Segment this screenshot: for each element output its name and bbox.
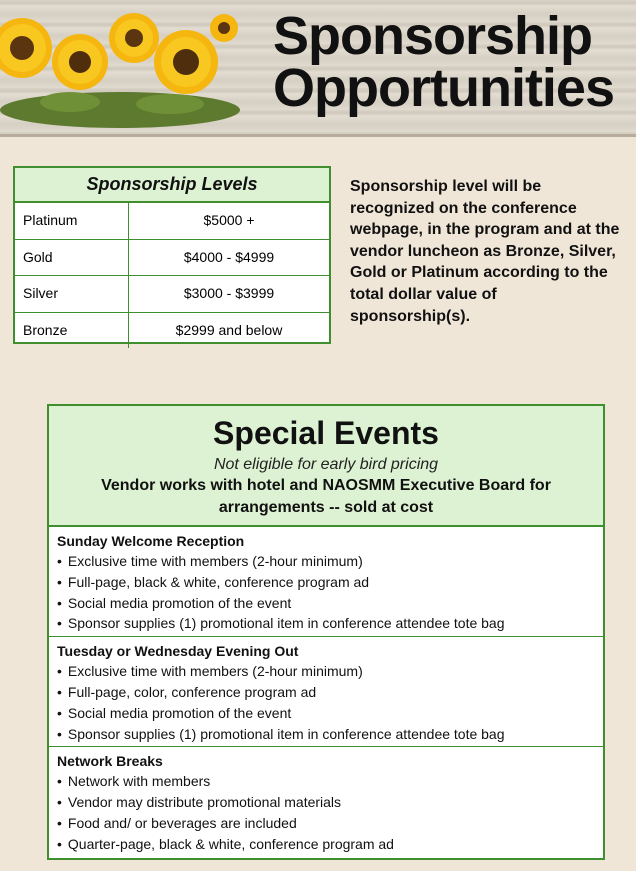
level-amount: $5000 + bbox=[203, 212, 255, 228]
level-name: Gold bbox=[15, 240, 129, 276]
table-row bbox=[15, 276, 329, 313]
events-subtitle: Not eligible for early bird pricing bbox=[213, 456, 439, 473]
level-amount: $4000 - $4999 bbox=[183, 248, 275, 265]
level-amount: $2999 and below bbox=[175, 321, 283, 338]
list-item: • Full-page, black & white, conference program ad bbox=[57, 572, 595, 593]
list-item: • Exclusive time with members (2-hour minimum) bbox=[57, 661, 595, 682]
special-events-box bbox=[47, 404, 605, 860]
level-name: Silver bbox=[15, 276, 129, 312]
list-item: • Network with members bbox=[57, 771, 595, 792]
list-item: • Sponsor supplies (1) promotional item in conference attendee tote bag bbox=[57, 724, 595, 745]
section-title: Network Breaks bbox=[57, 753, 163, 770]
table-row bbox=[15, 313, 329, 349]
list-item: • Sponsor supplies (1) promotional item in conference attendee tote bag bbox=[57, 613, 595, 634]
levels-heading: Sponsorship Levels bbox=[15, 168, 329, 203]
events-header bbox=[49, 406, 603, 527]
events-title: Special Events bbox=[213, 415, 439, 451]
list-item: • Vendor may distribute promotional materials bbox=[57, 792, 595, 813]
recognition-note: Sponsorship level will be recognized on the conference webpage, in the program and at the vendor luncheon as Bronze, Silver, Gold or Platinum according to the total dollar value of sponsorship(s). bbox=[350, 178, 620, 325]
list-item: • Social media promotion of the event bbox=[57, 593, 595, 614]
events-description: Vendor works with hotel and NAOSMM Executive Board for arrangements -- sold at cost bbox=[101, 477, 551, 516]
list-item: • Social media promotion of the event bbox=[57, 703, 595, 724]
list-item: • Full-page, color, conference program ad bbox=[57, 682, 595, 703]
sunflowers-image bbox=[0, 0, 240, 134]
title-line-1: Sponsorship bbox=[273, 6, 593, 66]
list-item: • Quarter-page, black & white, conference program ad bbox=[57, 834, 595, 855]
event-section-sunday bbox=[49, 527, 603, 637]
table-row bbox=[15, 240, 329, 277]
table-row bbox=[15, 203, 329, 240]
level-amount: $3000 - $3999 bbox=[183, 285, 275, 301]
event-section-evening-out bbox=[49, 637, 603, 747]
level-name: Platinum bbox=[15, 203, 129, 239]
event-section-network-breaks bbox=[49, 747, 603, 856]
header-banner bbox=[0, 0, 636, 137]
list-item: • Exclusive time with members (2-hour minimum) bbox=[57, 551, 595, 572]
list-item: • Food and/ or beverages are included bbox=[57, 813, 595, 834]
level-name: Bronze bbox=[15, 313, 129, 349]
page-title bbox=[273, 6, 614, 118]
title-line-2: Opportunities bbox=[273, 58, 614, 118]
sponsorship-levels-table bbox=[13, 166, 331, 344]
section-title: Tuesday or Wednesday Evening Out bbox=[57, 643, 299, 660]
section-title: Sunday Welcome Reception bbox=[57, 533, 245, 549]
